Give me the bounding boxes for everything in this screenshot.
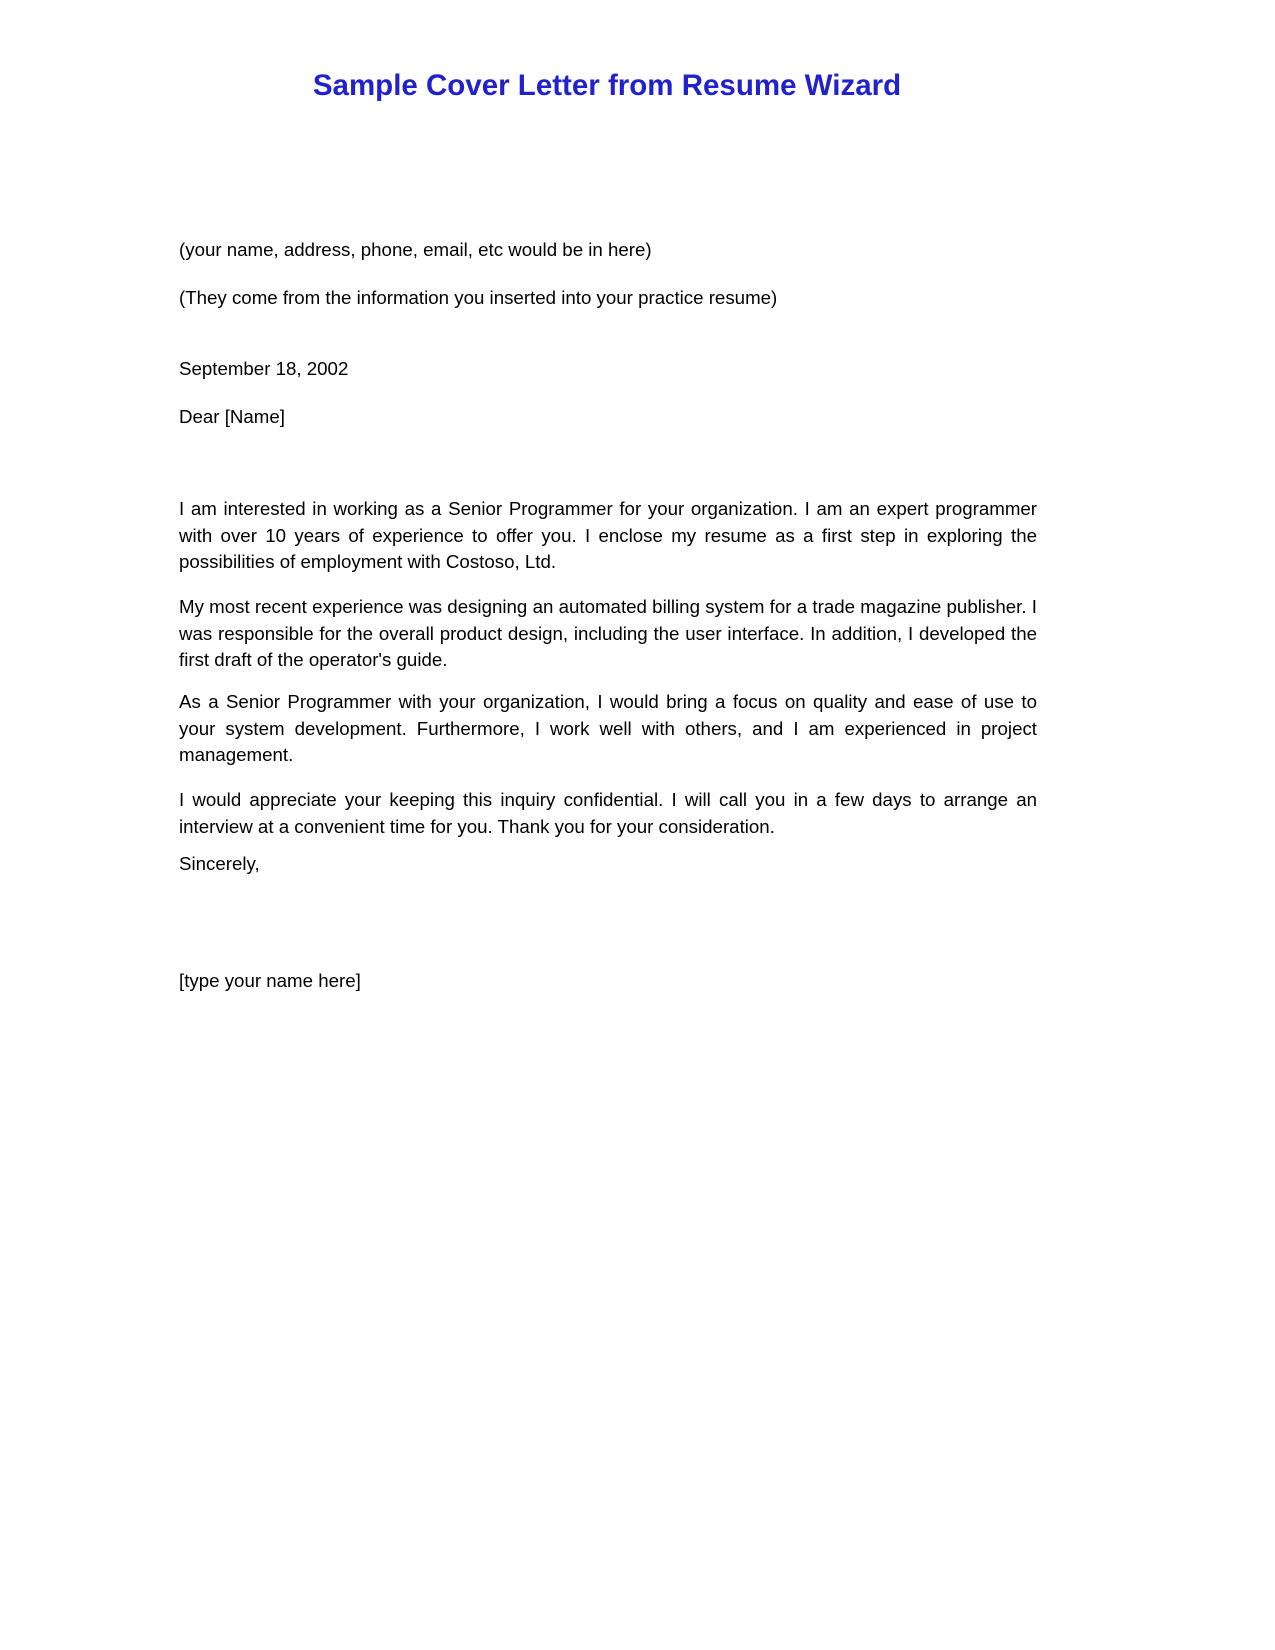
letter-date: September 18, 2002 <box>179 358 349 379</box>
salutation: Dear [Name] <box>179 406 285 427</box>
document-title: Sample Cover Letter from Resume Wizard <box>312 69 902 102</box>
body-paragraph-2: My most recent experience was designing an automated billing system for a trade magazine publisher. I was responsible for the overall product design, including the user interface. In addition, I developed the first draft of the operator's guide. <box>179 596 1037 670</box>
body-paragraph-4: I would appreciate your keeping this inquiry confidential. I will call you in a few days to arrange an interview at a convenient time for you. Thank you for your consideration. <box>179 789 1037 837</box>
body-paragraph-1: I am interested in working as a Senior Programmer for your organization. I am an expert programmer with over 10 years of experience to offer you. I enclose my resume as a first step in exploring the possibilities of employment with Costoso, Ltd. <box>179 498 1037 572</box>
closing: Sincerely, <box>179 853 260 874</box>
body-paragraph-3: As a Senior Programmer with your organization, I would bring a focus on quality and ease of use to your system development. Furthermore, I work well with others, and I am experienced in project management. <box>179 691 1037 765</box>
intro-note-line-2: (They come from the information you inserted into your practice resume) <box>179 287 778 308</box>
signature-placeholder: [type your name here] <box>179 970 361 991</box>
intro-note-line-1: (your name, address, phone, email, etc would be in here) <box>179 239 652 260</box>
